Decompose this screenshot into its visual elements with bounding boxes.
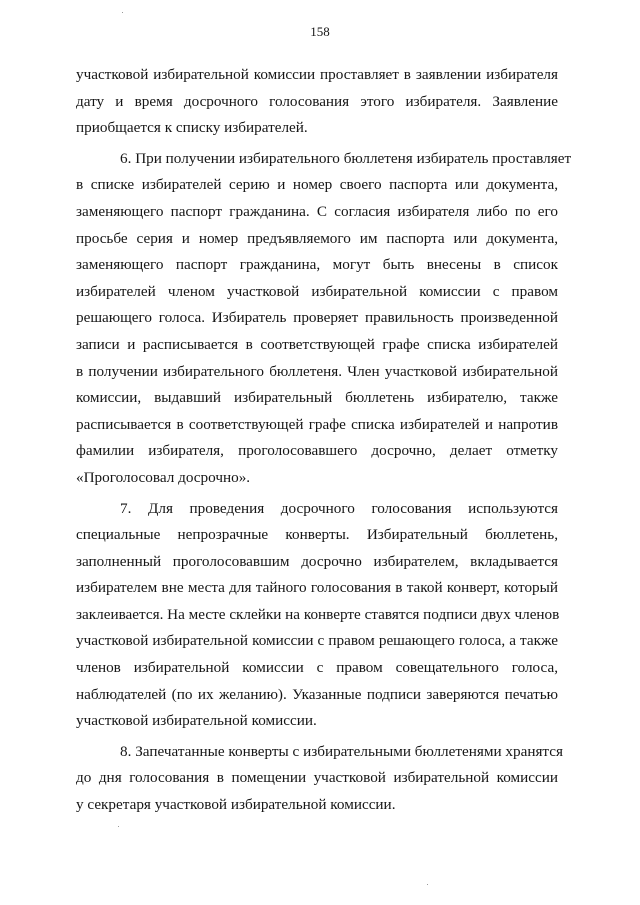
text-line: приобщается к списку избирателей. [76, 119, 308, 137]
text-line: до дня голосования в помещении участковой избирательной комиссии [76, 769, 558, 787]
text-line: избирателей членом участковой избирательной комиссии с правом [76, 282, 558, 300]
text-line: расписывается в соответствующей графе списка избирателей и напротив [76, 415, 558, 433]
text-line: избирателем вне места для тайного голосования в такой конверт, который [76, 579, 558, 597]
text-line: участковой избирательной комиссии с правом решающего голоса, а также [76, 632, 558, 650]
paragraph [76, 62, 558, 142]
scan-speck [118, 826, 119, 827]
document-body [76, 62, 572, 819]
text-line: комиссии, выдавший избирательный бюллетень избирателю, также [76, 389, 558, 407]
text-line: фамилии избирателя, проголосовавшего досрочно, делает отметку [76, 442, 558, 460]
text-line: записи и расписывается в соответствующей графе списка избирателей [76, 335, 558, 353]
text-line: решающего голоса. Избиратель проверяет правильность произведенной [76, 309, 558, 327]
text-line: членов избирательной комиссии с правом совещательного голоса, [76, 659, 558, 677]
text-line: у секретаря участковой избирательной комиссии. [76, 796, 396, 814]
text-line: специальные непрозрачные конверты. Избирательный бюллетень, [76, 526, 558, 544]
text-line: просьбе серия и номер предъявляемого им паспорта или документа, [76, 229, 558, 247]
paragraph [76, 496, 558, 735]
text-line: «Проголосовал досрочно». [76, 468, 251, 486]
text-line: заклеивается. На месте склейки на конверте ставятся подписи двух членов [76, 605, 560, 623]
text-line: заменяющего паспорт гражданина, могут быть внесены в список [76, 256, 558, 274]
text-line: 7. Для проведения досрочного голосования используются [120, 499, 558, 517]
text-line: наблюдателей (по их желанию). Указанные подписи заверяются печатью [76, 685, 558, 703]
text-line: 6. При получении избирательного бюллетеня избиратель проставляет [120, 149, 572, 167]
text-line: 8. Запечатанные конверты с избирательными бюллетенями хранятся [120, 742, 563, 760]
text-line: в списке избирателей серию и номер своего паспорта или документа, [76, 176, 558, 194]
text-line: заменяющего паспорт гражданина. С согласия избирателя либо по его [76, 202, 558, 220]
text-line: заполненный проголосовавшим досрочно избирателем, вкладывается [76, 552, 558, 570]
text-line: участковой избирательной комиссии. [76, 712, 317, 730]
page-number: 158 [310, 24, 330, 39]
text-line: в получении избирательного бюллетеня. Член участковой избирательной [76, 362, 558, 380]
paragraph [76, 146, 572, 492]
scan-speck [122, 12, 123, 13]
text-line: дату и время досрочного голосования этого избирателя. Заявление [76, 92, 558, 110]
scan-speck [427, 884, 428, 885]
paragraph [76, 739, 563, 819]
text-line: участковой избирательной комиссии проставляет в заявлении избирателя [76, 66, 558, 83]
